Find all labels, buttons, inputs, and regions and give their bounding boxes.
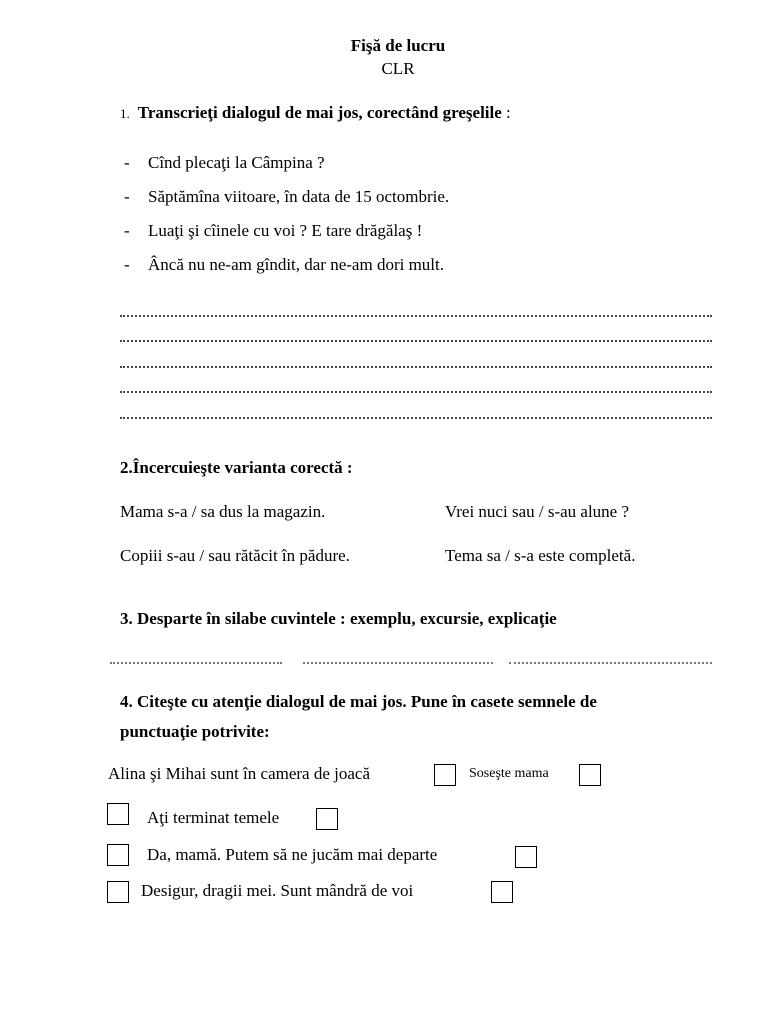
- answer-line[interactable]: [303, 660, 493, 664]
- writing-line[interactable]: [120, 338, 712, 342]
- writing-line[interactable]: [120, 313, 712, 317]
- dialogue-intro: Alina şi Mihai sunt în camera de joacă: [108, 764, 370, 783]
- dash-marker: -: [124, 221, 130, 240]
- dialogue-line-3: [124, 221, 422, 241]
- worksheet-title: Fişă de lucru: [350, 36, 446, 55]
- punctuation-box[interactable]: [515, 846, 537, 868]
- punctuation-box[interactable]: [107, 803, 129, 825]
- dialogue-line-1: [124, 153, 325, 173]
- dialogue-intro-small: Soseşte mama: [469, 766, 549, 781]
- answer-line[interactable]: [110, 660, 282, 664]
- exercise-1-colon: :: [501, 103, 511, 122]
- dialogue-line: Aţi terminat temele: [147, 808, 280, 827]
- dash-marker: -: [124, 153, 130, 172]
- exercise-3-instruction: 3. Desparte în silabe cuvintele : exemplu, excursie, explicaţie: [120, 609, 557, 628]
- punctuation-box[interactable]: [579, 764, 601, 786]
- dialogue-text: Cînd plecaţi la Câmpina ?: [148, 153, 325, 172]
- writing-line[interactable]: [120, 364, 712, 368]
- dash-marker: -: [124, 255, 130, 274]
- dash-marker: -: [124, 187, 130, 206]
- punctuation-box[interactable]: [107, 881, 129, 903]
- punctuation-box[interactable]: [491, 881, 513, 903]
- exercise-4-instruction: 4. Citeşte cu atenţie dialogul de mai jos. Pune în casete semnele de: [120, 692, 597, 711]
- choice-item[interactable]: Mama s-a / sa dus la magazin.: [120, 502, 326, 521]
- punctuation-box[interactable]: [434, 764, 456, 786]
- choice-item[interactable]: Copiii s-au / sau rătăcit în pădure.: [120, 546, 350, 565]
- choice-item[interactable]: Vrei nuci sau / s-au alune ?: [445, 502, 630, 521]
- dialogue-line-2: [124, 187, 449, 207]
- writing-line[interactable]: [120, 415, 712, 419]
- exercise-1-instruction: Transcrieţi dialogul de mai jos, corectând greşelile: [137, 103, 502, 122]
- dialogue-text: Âncă nu ne-am gîndit, dar ne-am dori mult.: [148, 255, 444, 274]
- exercise-2-instruction: 2.Încercuieşte varianta corectă :: [120, 458, 353, 477]
- answer-line[interactable]: [509, 660, 712, 664]
- exercise-1-number: 1.: [120, 106, 130, 121]
- dialogue-text: Luaţi şi cîinele cu voi ? E tare drăgălaş !: [148, 221, 423, 240]
- exercise-1-heading: [120, 103, 511, 123]
- punctuation-box[interactable]: [316, 808, 338, 830]
- punctuation-box[interactable]: [107, 844, 129, 866]
- worksheet-subtitle: CLR: [381, 59, 415, 78]
- writing-line[interactable]: [120, 389, 712, 393]
- exercise-4-instruction-cont: punctuaţie potrivite:: [120, 722, 270, 741]
- dialogue-text: Săptămîna viitoare, în data de 15 octombrie.: [148, 187, 450, 206]
- dialogue-line-4: [124, 255, 444, 275]
- dialogue-line: Desigur, dragii mei. Sunt mândră de voi: [141, 881, 414, 900]
- choice-item[interactable]: Tema sa / s-a este completă.: [445, 546, 636, 565]
- dialogue-line: Da, mamă. Putem să ne jucăm mai departe: [147, 845, 438, 864]
